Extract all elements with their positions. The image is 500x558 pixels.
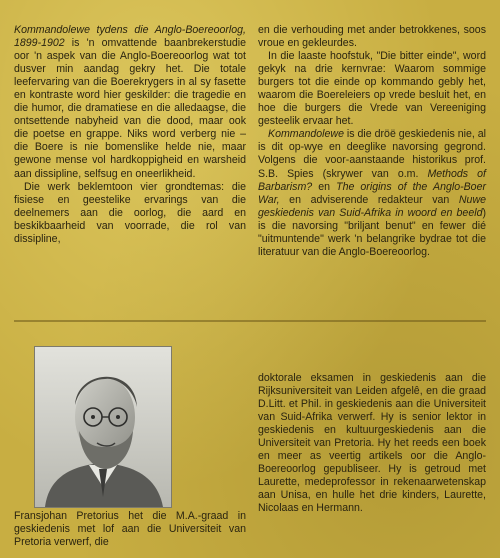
blurb-paragraph-5: Kommandolewe is die dröë geskiedenis nie, al is dit op-wye en deeglike navorsing gegrond. Volgens die voor-aanstaande historikus prof. S.B. Spies (skrywer van o.m. Methods of Barbarism? en The origins of the Anglo-Boer War, en adviserende redakteur van Nuwe geskiedenis van Suid-Afrika in woord en beeld) is die navorsing "briljant benut" en fewer dié "uitmuntende" werk 'n belangrike bydrae tot die literatuur van die Anglo-Boereoorlog. [258, 128, 486, 258]
book-title: Kommandolewe tydens die Anglo-Boereoorlog, 1899-1902 [14, 24, 246, 50]
section-divider [14, 320, 486, 322]
author-bio-right [258, 372, 486, 516]
author-bio-start: Fransjohan Pretorius het die M.A.-graad in geskiedenis met lof aan die Universiteit van Pretoria verwerf, die [14, 510, 246, 549]
blurb-column-right [258, 24, 486, 259]
blurb-paragraph-2: Die werk beklemtoon vier grondtemas: die fisiese en geestelike ervarings van die deelnemers aan die oorlog, die aard en beskikbaarheid van voorrade, die rol van dissipline, [14, 180, 246, 245]
blurb-paragraph-4: In die laaste hoofstuk, "Die bitter einde", word gekyk na drie kernvrae: Waarom sommige burgers tot die einde op kommando gebly het, waarom die Boereleiers op vrede besluit het, en hoe die burgers die Vrede van Vereeniging gesteelik ervaar het. [258, 50, 486, 128]
author-bio-continued: doktorale eksamen in geskiedenis aan die Rijksuniversiteit van Leiden afgelê, en die graad D.Litt. et Phil. in geskiedenis aan die Universiteit van Suid-Afrika verwerf. Hy is senior lektor in geskiedenis en kultuurgeskiedenis aan die Universiteit van Pretoria. Hy het reeds een boek en meer as veertig artikels oor die Anglo-Boereoorlog gepubliseer. Hy is getroud met Laurette, medeprofessor in rekenaarwetenskap aan Unisa, en hulle het drie kinders, Laurette, Nicolaas en Hermann. [258, 372, 486, 515]
author-bio-left [14, 510, 246, 549]
author-photo [34, 346, 172, 508]
author-portrait-icon [35, 347, 171, 507]
blurb-paragraph-1: Kommandolewe tydens die Anglo-Boereoorlog, 1899-1902 is 'n omvattende baanbrekerstudie oor 'n aspek van die Anglo-Boereoorlog wat tot dusver min aandag gekry het. Die totale leefervaring van die Boerekrygers in al sy fasette en kontraste word hier geskilder: die tragedie en die humor, die dramatiese en die alledaagse, die ontsettende nabyheid van die dood, maar ook die poetse en grappe. Niks word verberg nie – die Boere is nie bomenslike helde nie, maar gewone mense vol hardkoppigheid en warsheid aan dissipline, selfsug en oneerlikheid. [14, 24, 246, 180]
blurb-column-left [14, 24, 246, 246]
blurb-paragraph-3: en die verhouding met ander betrokkenes, soos vroue en gekleurdes. [258, 24, 486, 50]
